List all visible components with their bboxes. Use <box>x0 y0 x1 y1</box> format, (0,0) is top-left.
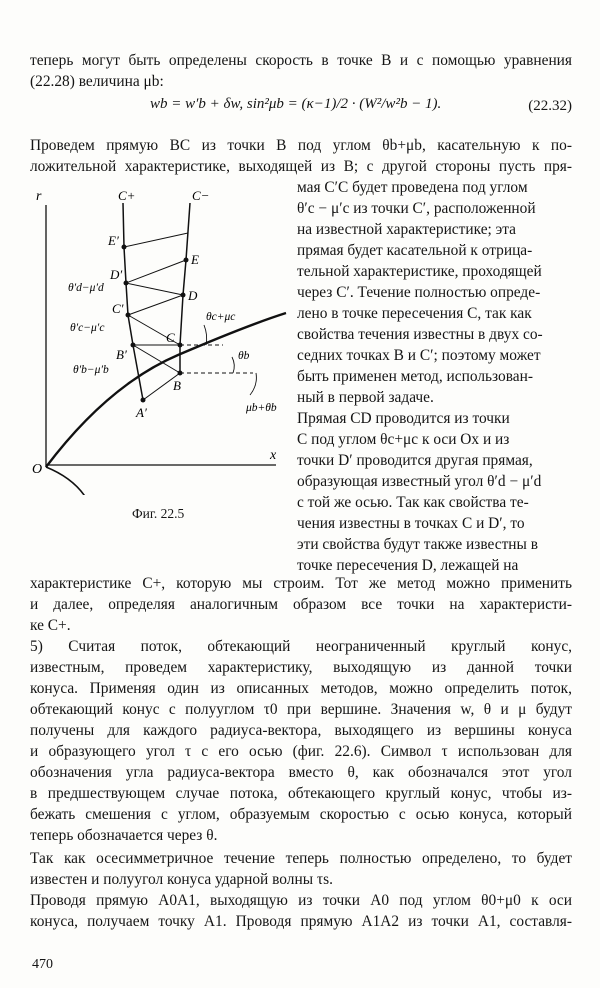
text-line: Прямая CD проводится из точки <box>297 410 510 427</box>
text-line: эти свойства будут также известны в <box>297 536 538 553</box>
c-plus-characteristic <box>123 203 143 400</box>
text-line: чения известны в точках C и D′, то <box>297 515 525 532</box>
arc-c <box>204 325 207 345</box>
text-line: с той же осью. Так как свойства те- <box>297 494 529 511</box>
text-line: обтекающий конус с полууглом τ0 при вершине. Значения w, θ и μ будут <box>30 701 572 718</box>
text-line: θ′c − μ′c из точки C′, расположенной <box>297 200 536 217</box>
point-d <box>181 293 186 298</box>
text-line: бежать смешения с углом, образуемым скоростью с осью конуса, который <box>30 806 572 823</box>
x-axis-label: x <box>270 448 277 463</box>
text-line: известным, проведем характеристику, выходящую из данной точки <box>30 659 572 676</box>
line-cprime-d <box>128 295 183 315</box>
line-d-dprime <box>126 283 183 295</box>
label-e-prime: E′ <box>108 233 119 248</box>
point-b-prime <box>131 343 136 348</box>
label-angle-c-mu: θc+μc <box>206 311 236 323</box>
paragraph-1-top <box>30 135 572 177</box>
text-line: свойства течения известны в двух со- <box>297 326 543 343</box>
figure-22-5 <box>28 185 296 495</box>
point-c <box>178 343 183 348</box>
text-line: точки D′ проводится другая прямая, <box>297 452 533 469</box>
label-b: B <box>173 378 181 393</box>
label-e: E <box>191 252 199 267</box>
line-dprime-e <box>126 260 186 283</box>
text-line: седних точках B и C′; поэтому может <box>297 347 541 364</box>
paragraph-2 <box>30 636 572 846</box>
label-angle-d: θ′d−μ′d <box>68 282 104 294</box>
text-line: (22.28) величина μb: <box>30 73 164 90</box>
paragraph-3 <box>30 848 572 890</box>
label-d: D <box>188 288 198 303</box>
equation: wb = w′b + δw, sin²μb = (κ−1)/2 · (W²/w²b − 1). <box>150 96 442 112</box>
arc-theta-b <box>232 357 234 373</box>
label-c-minus: C− <box>192 188 210 203</box>
label-c-plus: C+ <box>118 188 136 203</box>
text-line: получены для каждого радиуса-вектора, выходящего из вершины конуса <box>30 722 572 739</box>
page-number: 470 <box>32 957 53 972</box>
text-line: Так как осесимметричное течение теперь полностью определено, то будет <box>30 850 572 867</box>
text-line: конуса. Применяя один из описанных методов, можно определить поток, <box>30 680 572 697</box>
line-eprime <box>124 233 188 247</box>
text-line: ный в первой задаче. <box>297 389 434 406</box>
label-angle-theta-b: θb <box>238 350 250 362</box>
text-line: 5) Считая поток, обтекающий неограниченный круглый конус, <box>30 638 572 655</box>
paragraph-5 <box>30 890 572 932</box>
text-line: ложительной характеристике, выходящей из B; с другой стороны пусть пря- <box>30 158 572 175</box>
text-line: прямая будет касательной к отрица- <box>297 242 533 259</box>
text-line: на известной характеристике; эта <box>297 221 517 238</box>
arc-mu-b <box>250 373 256 395</box>
text-line: теперь могут быть определены скорость в точке B и с помощью уравнения <box>30 52 572 69</box>
text-line: ке C+. <box>30 617 71 634</box>
point-d-prime <box>124 281 129 286</box>
text-line: быть применен метод, использован- <box>297 368 533 385</box>
text-line: в предшествующем случае потока, обтекающего круглый конус, чтобы из- <box>30 785 572 802</box>
label-angle-mu-b: μb+θb <box>246 402 277 414</box>
text-line: известен и полуугол конуса ударной волны τs. <box>30 871 333 888</box>
label-a-prime: A′ <box>136 405 147 420</box>
text-line: конуса, получаем точку A1. Проводя прямую A1A2 из точки A1, составля- <box>30 913 572 930</box>
label-c: C <box>166 330 175 345</box>
text-line: Проводя прямую A0A1, выходящую из точки A0 под углом θ0+μ0 к оси <box>30 892 572 909</box>
paragraph-1-tail <box>30 573 572 636</box>
text-line: мая C′C будет проведена под углом <box>297 179 528 196</box>
label-angle-b: θ′b−μ′b <box>73 364 109 376</box>
label-b-prime: B′ <box>116 347 127 362</box>
point-e-prime <box>122 245 127 250</box>
text-line: через C′. Течение полностью опреде- <box>297 284 541 301</box>
label-d-prime: D′ <box>110 267 123 282</box>
origin-label: O <box>32 462 43 477</box>
point-e <box>184 258 189 263</box>
text-line: точке пересечения D, лежащей на <box>297 557 519 574</box>
text-line: теперь обозначается через θ. <box>30 827 218 844</box>
point-a-prime <box>141 398 146 403</box>
r-axis-label: r <box>36 189 42 204</box>
cone-surface-lower <box>46 467 90 495</box>
text-line: образующая известный угол θ′d − μ′d <box>297 473 542 490</box>
label-c-prime: C′ <box>112 301 124 316</box>
text-line: Проведем прямую BC из точки B под углом θb+μb, касательную к по- <box>30 137 572 154</box>
point-b <box>178 371 183 376</box>
text-line: и далее, определяя аналогичным образом все точки на характеристи- <box>30 596 572 613</box>
point-c-prime <box>126 313 131 318</box>
text-line: тельной характеристике, проходящей <box>297 263 542 280</box>
text-line: характеристике C+, которую мы строим. Тот же метод можно применить <box>30 575 572 592</box>
line-b-bprime2 <box>133 345 180 373</box>
label-angle-c: θ′c−μ′c <box>70 322 105 334</box>
paragraph-1-right-column <box>297 177 572 576</box>
text-line: C под углом θc+μc к оси Ox и из <box>297 431 510 448</box>
intro-paragraph <box>30 50 572 92</box>
equation-number: (22.32) <box>528 98 572 114</box>
text-line: обозначения угла радиуса-вектора вместо θ, как обозначался этот угол <box>30 764 572 781</box>
text-line: и образующего угол τ с его осью (фиг. 22.6). Символ τ использован для <box>30 743 572 760</box>
text-line: лено в точке пересечения C, так как <box>297 305 532 322</box>
figure-caption: Фиг. 22.5 <box>132 506 185 521</box>
